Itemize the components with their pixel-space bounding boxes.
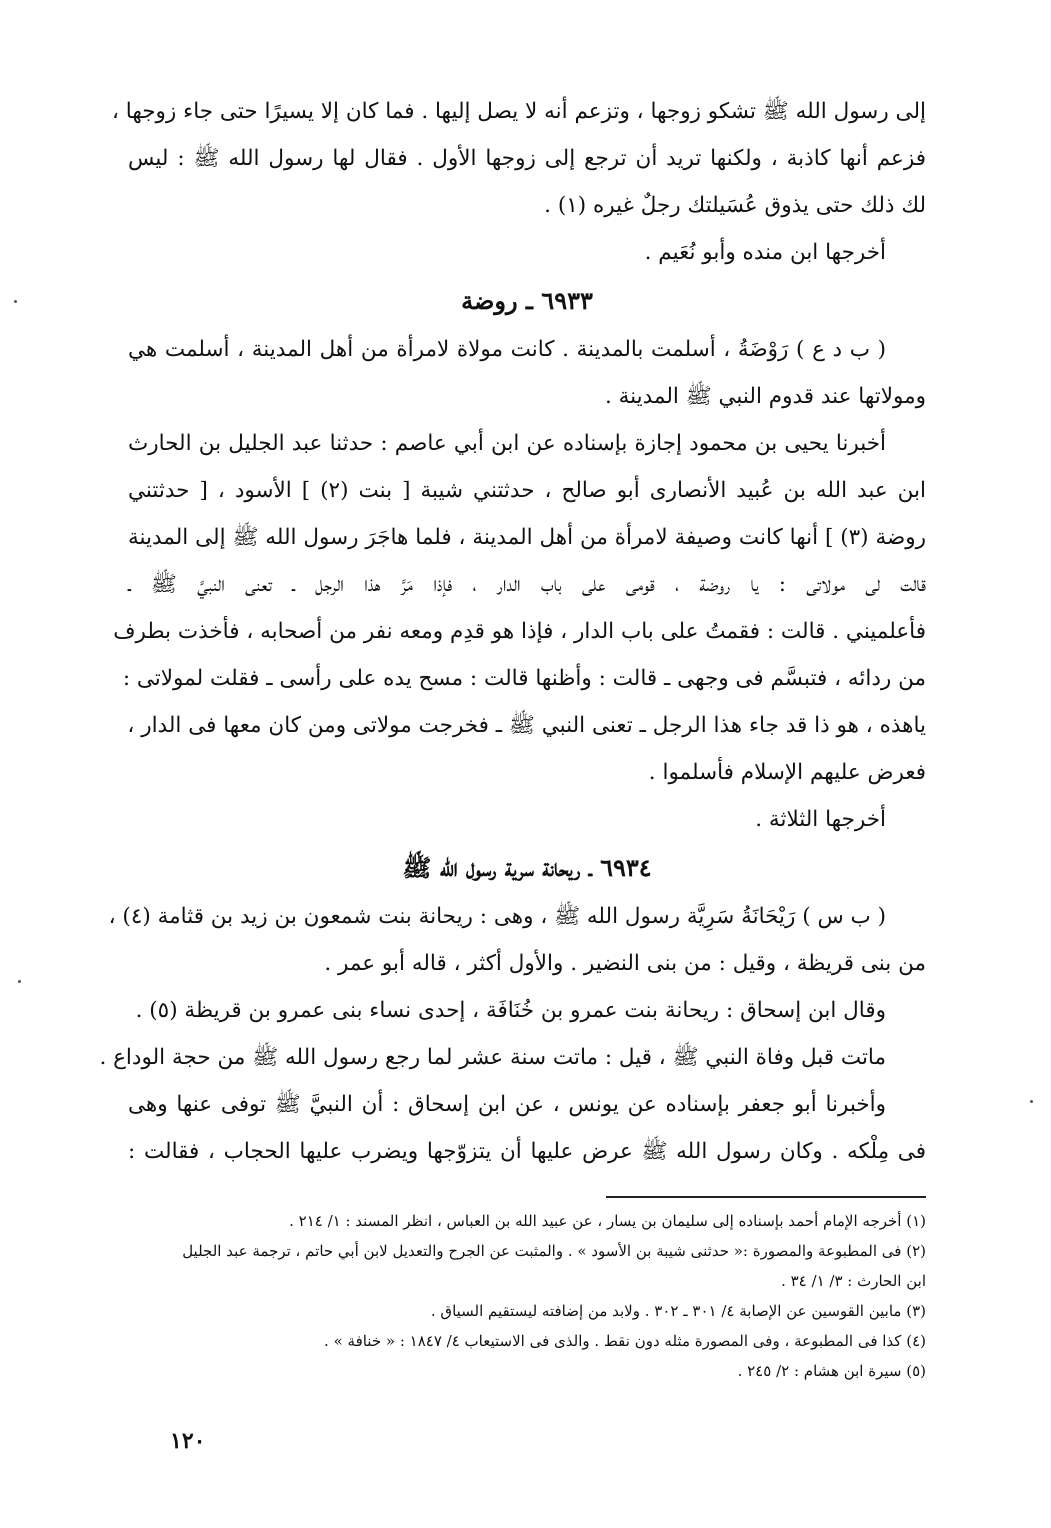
text-line: فأعلميني . قالت : فقمتُ على باب الدار ، فإذا هو قدِم ومعه نفر من أصحابه ، فأخذت بطرف — [113, 619, 926, 644]
text-line: لك ذلك حتى يذوق عُسَيلتك رجلٌ غيره (١) . — [544, 193, 926, 218]
text-line: روضة (٣) ] أنها كانت وصيفة لامرأة من أهل المدينة ، فلما هاجَرَ رسول الله ﷺ إلى المدينة — [128, 525, 926, 550]
source-note: أخرجها ابن منده وأبو نُعَيم . — [644, 240, 886, 265]
text-line: فى مِلْكه . وكان رسول الله ﷺ عرض عليها أن يتزوّجها ويضرب عليها الحجاب ، فقالت : — [128, 1139, 926, 1164]
text-line: فزعم أنها كاذبة ، ولكنها تريد أن ترجع إلى زوجها الأول . فقال لها رسول الله ﷺ : ليس — [128, 146, 926, 171]
footnotes — [128, 1196, 926, 1386]
text-line: من بنى قريظة ، وقيل : من بنى النضير . والأول أكثر ، قاله أبو عمر . — [324, 951, 926, 976]
text-line: ماتت قبل وفاة النبي ﷺ ، قيل : ماتت سنة عشر لما رجع رسول الله ﷺ من حجة الوداع . — [99, 1045, 886, 1070]
text-line: أخبرنا يحيى بن محمود إجازة بإسناده عن ابن أبي عاصم : حدثنا عبد الجليل بن الحارث — [128, 431, 886, 456]
scan-speck — [1030, 1100, 1033, 1103]
prev-entry-text — [112, 88, 926, 276]
text-line: ( ب د ع ) رَوْضَةُ ، أسلمت بالمدينة . كانت مولاة لامرأة من أهل المدينة ، أسلمت هي — [128, 337, 886, 362]
page-number: ١٢٠ — [170, 1428, 206, 1454]
text-line: وأخبرنا أبو جعفر بإسناده عن يونس ، عن ابن إسحاق : أن النبيَّ ﷺ توفى عنها وهى — [128, 1092, 886, 1117]
entry-heading-6934: ٦٩٣٤ ـ ريحانة سرية رسول الله ﷺ — [402, 853, 652, 882]
text-line: وقال ابن إسحاق : ريحانة بنت عمرو بن خُنَافَة ، إحدى نساء بنى عمرو بن قريظة (٥) . — [135, 998, 886, 1023]
footnote-3: (٣) مابين القوسين عن الإصابة ٤/ ٣٠١ ـ ٣٠٢ . ولابد من إضافته ليستقيم السياق . — [430, 1302, 926, 1320]
entry-heading-6933: ٦٩٣٣ ـ روضة — [461, 286, 593, 315]
scan-speck — [18, 980, 21, 983]
text-line: ( ب س ) رَيْحَانَةُ سَرِيَّة رسول الله ﷺ ، وهى : ريحانة بنت شمعون بن زيد بن قثامة (٤) ، — [108, 904, 886, 929]
entry-6933-narration — [113, 420, 926, 843]
footnote-5: (٥) سيرة ابن هشام : ٢/ ٢٤٥ . — [737, 1362, 926, 1380]
footnote-2-cont: ابن الحارث : ٣/ ١/ ٣٤ . — [781, 1272, 926, 1290]
footnote-2: (٢) فى المطبوعة والمصورة :« حدثنى شيبة بن الأسود » . والمثبت عن الجرح والتعديل لابن أبي حاتم ، ترجمة عبد الجليل — [182, 1242, 926, 1260]
text-line: ومولاتها عند قدوم النبي ﷺ المدينة . — [604, 384, 926, 409]
source-note: أخرجها الثلاثة . — [755, 807, 886, 832]
text-line: إلى رسول الله ﷺ تشكو زوجها ، وتزعم أنه لا يصل إليها . فما كان إلا يسيرًا حتى جاء زوجها ، — [112, 99, 926, 124]
text-line: فعرض عليهم الإسلام فأسلموا . — [648, 760, 926, 785]
text-line: من ردائه ، فتبسَّم فى وجهى ـ قالت : وأظنها قالت : مسح يده على رأسى ـ فقلت لمولاتى : — [122, 666, 926, 691]
text-line: قالت لى مولاتى : يا روضة ، قومى على باب الدار ، فإذا مَرَّ هذا الرجل ـ تعنى النبيَّ ﷺ ـ — [128, 572, 926, 597]
entry-6933-intro — [128, 326, 926, 420]
text-line: ابن عبد الله بن عُبيد الأنصارى أبو صالح ، حدثتني شيبة [ بنت (٢) ] الأسود ، [ حدثتني — [128, 478, 926, 503]
footnote-1: (١) أخرجه الإمام أحمد بإسناده إلى سليمان بن يسار ، عن عبيد الله بن العباس ، انظر المسند : ١/ ٢١٤ . — [289, 1212, 926, 1230]
text-line: ياهذه ، هو ذا قد جاء هذا الرجل ـ تعنى النبي ﷺ ـ فخرجت مولاتى ومن كان معها فى الدار ، — [127, 713, 926, 738]
entry-6934-text — [99, 893, 926, 1175]
scan-speck — [14, 300, 17, 303]
footnote-4: (٤) كذا فى المطبوعة ، وفى المصورة مثله دون نقط . والذى فى الاستيعاب ٤/ ١٨٤٧ : « خنافة » . — [324, 1332, 926, 1350]
